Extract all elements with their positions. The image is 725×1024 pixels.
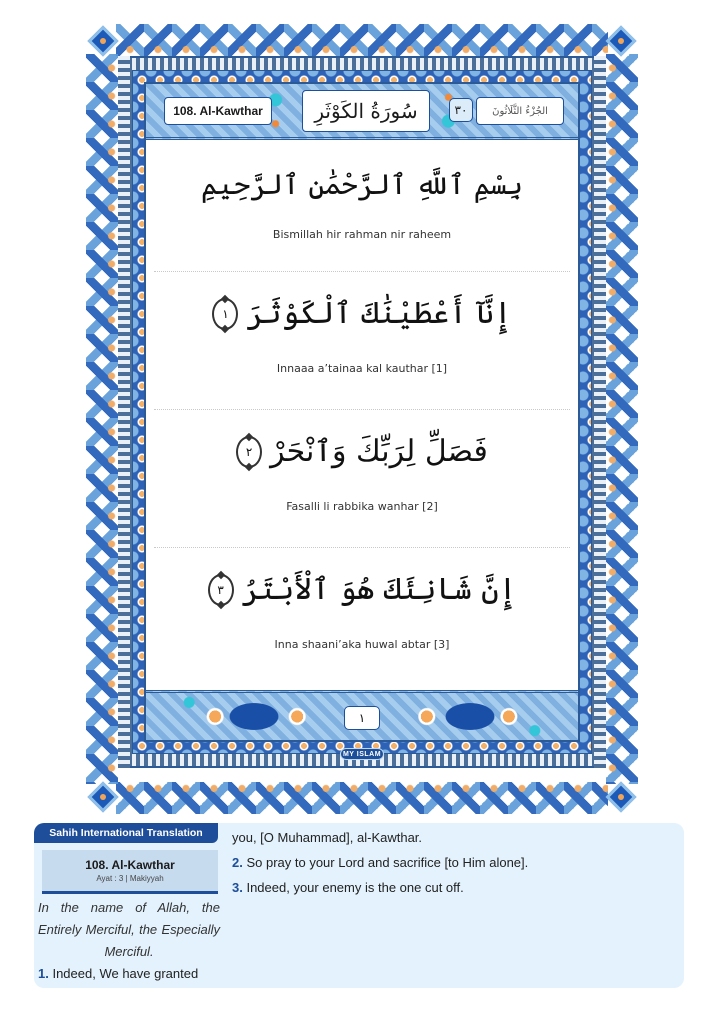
ornament-left-icon	[86, 54, 118, 784]
ornament-bottom-icon	[116, 782, 608, 814]
quran-page	[144, 82, 580, 742]
verse-transliteration: Innaaa a’tainaa kal kauthar [1]	[276, 362, 448, 375]
translation-line-2	[232, 852, 672, 877]
verse-block-2	[154, 410, 570, 548]
translation-line-1	[38, 966, 222, 981]
ayah-end-marker-icon: ٢	[236, 436, 262, 468]
bismillah-block	[154, 154, 570, 272]
verse-transliteration: Inna shaani’aka huwal abtar [3]	[274, 638, 450, 651]
translation-source-tab: Sahih International Translation	[34, 823, 218, 843]
juz-number: ٣٠	[449, 98, 473, 122]
ornament-top-icon	[116, 24, 608, 56]
corner-ornament-icon	[605, 781, 636, 812]
verse-arabic: إِنَّآ أَعْطَيْنَٰكَ ٱلْكَوْثَرَ ١	[212, 296, 511, 332]
translation-text: Indeed, your enemy is the one cut off.	[242, 880, 464, 895]
translation-panel	[34, 823, 684, 988]
translation-text: you, [O Muhammad], al-Kawthar.	[232, 830, 423, 845]
surah-name-label: 108. Al-Kawthar	[164, 97, 272, 125]
brand-logo: MY ISLAM	[340, 748, 384, 760]
verse-block-1	[154, 272, 570, 410]
translation-right-column	[232, 827, 672, 902]
page-footer-banner	[146, 690, 578, 740]
corner-ornament-icon	[87, 25, 118, 56]
verse-block-3	[154, 548, 570, 688]
verse-number: 2.	[232, 855, 243, 870]
ornament-right-icon	[606, 54, 638, 784]
verse-arabic: فَصَلِّ لِرَبِّكَ وَٱنْحَرْ ٢	[236, 434, 488, 470]
translation-line-3	[232, 877, 672, 902]
translation-text: So pray to your Lord and sacrifice [to Him alone].	[242, 855, 529, 870]
ayah-end-marker-icon: ٣	[208, 574, 234, 606]
verse-number: 1.	[38, 966, 49, 981]
bismillah-translation: In the name of Allah, the Entirely Merciful, the Especially Merciful.	[38, 900, 220, 959]
verse-number: 3.	[232, 880, 243, 895]
translation-text: Indeed, We have granted	[48, 966, 199, 981]
corner-ornament-icon	[605, 25, 636, 56]
page-header-banner	[146, 84, 578, 140]
surah-info-meta: Ayat : 3 | Makiyyah	[96, 874, 164, 883]
surah-info-card	[42, 850, 218, 894]
juz-name: الجُزْءُ الثَّلَاثُونَ	[476, 97, 564, 125]
verse-transliteration: Fasalli li rabbika wanhar [2]	[286, 500, 438, 513]
bismillah-transliteration: Bismillah hir rahman nir raheem	[272, 227, 452, 241]
verse-arabic: إِنَّ شَانِئَكَ هُوَ ٱلْأَبْتَرُ ٣	[208, 572, 517, 608]
corner-ornament-icon	[87, 781, 118, 812]
translation-line-1-cont	[232, 827, 672, 852]
bismillah-arabic: بِسْمِ ٱللَّهِ ٱلرَّحْمَٰنِ ٱلرَّحِيمِ	[200, 168, 523, 201]
surah-info-title: 108. Al-Kawthar	[85, 858, 175, 872]
ayah-end-marker-icon: ١	[212, 298, 238, 330]
surah-arabic-title: سُورَةُ الكَوْثَرِ	[302, 90, 430, 132]
page-number: ١	[344, 706, 380, 730]
